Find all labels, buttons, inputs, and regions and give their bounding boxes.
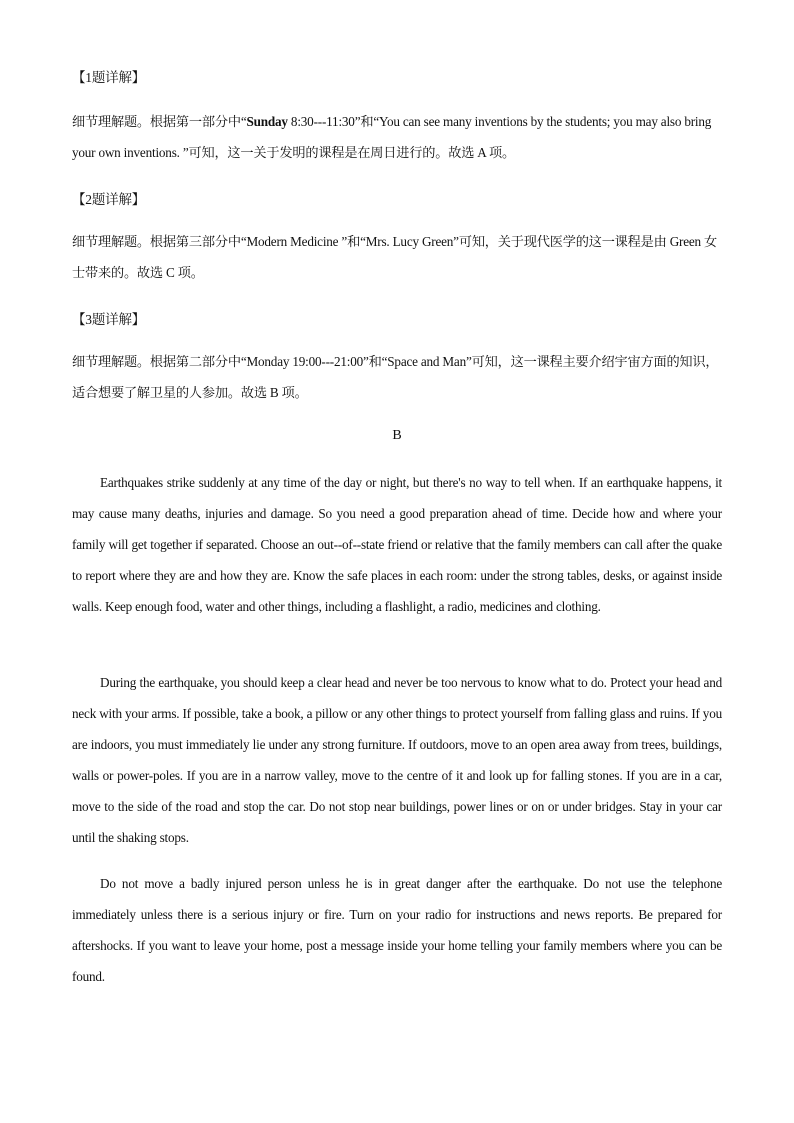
q2-explanation: 细节理解题。根据第三部分中“Modern Medicine ”和“Mrs. Lucy Green”可知，关于现代医学的这一课程是由 Green 女士带来的。故选 C 项。: [72, 234, 718, 280]
passage-paragraph-3: Do not move a badly injured person unless he is in great danger after the earthquake. Do not use the telephone immediately unless there is a serious injury or fire. Turn on your radio for instructions and news reports. Be prepared for aftershocks. If you want to leave your home, post a message inside your home telling your family members where you can be found.: [72, 876, 722, 985]
passage-paragraph-1: Earthquakes strike suddenly at any time of the day or night, but there's no way to tell when. If an earthquake happens, it may cause many deaths, injuries and damage. So you need a good preparation ahead of time. Decide how and where your family will get together if separated. Choose an out--of--state friend or relative that the family members can call after the quake to report where they are and how they are. Know the safe places in each room: under the strong tables, desks, or against inside walls. Keep enough food, water and other things, including a flashlight, a radio, medicines and clothing.: [72, 475, 722, 615]
section-b-title: B: [392, 428, 402, 443]
q1-heading: 【1题详解】: [72, 70, 146, 85]
q1-text-b: 8:30---11:30”和“You can see many inventions by the students; you may also bring your own inventions. ”可知，这一关于发明的课程是在周日进行的。故选 A 项。: [72, 114, 712, 160]
passage-paragraph-2: During the earthquake, you should keep a clear head and never be too nervous to know what to do. Protect your head and neck with your arms. If possible, take a book, a pillow or any other things to protect yourself from falling glass and ruins. If you are indoors, you must immediately lie under any strong furniture. If outdoors, move to an open area away from trees, buildings, walls or power-poles. If you are in a narrow valley, move to the centre of it and look up for falling stones. If you are in a car, move to the side of the road and stop the car. Do not stop near buildings, power lines or on or under bridges. Stay in your car until the shaking stops.: [72, 675, 722, 846]
q3-heading: 【3题详解】: [72, 312, 146, 327]
q3-explanation: 细节理解题。根据第二部分中“Monday 19:00---21:00”和“Space and Man”可知，这一课程主要介绍宇宙方面的知识，适合想要了解卫星的人参加。故选 B 项。: [72, 354, 719, 400]
q1-text-bold: Sunday: [246, 114, 288, 129]
q1-text-a: 细节理解题。根据第一部分中“: [72, 114, 247, 129]
q1-explanation: [72, 106, 722, 168]
q2-heading: 【2题详解】: [72, 192, 146, 207]
